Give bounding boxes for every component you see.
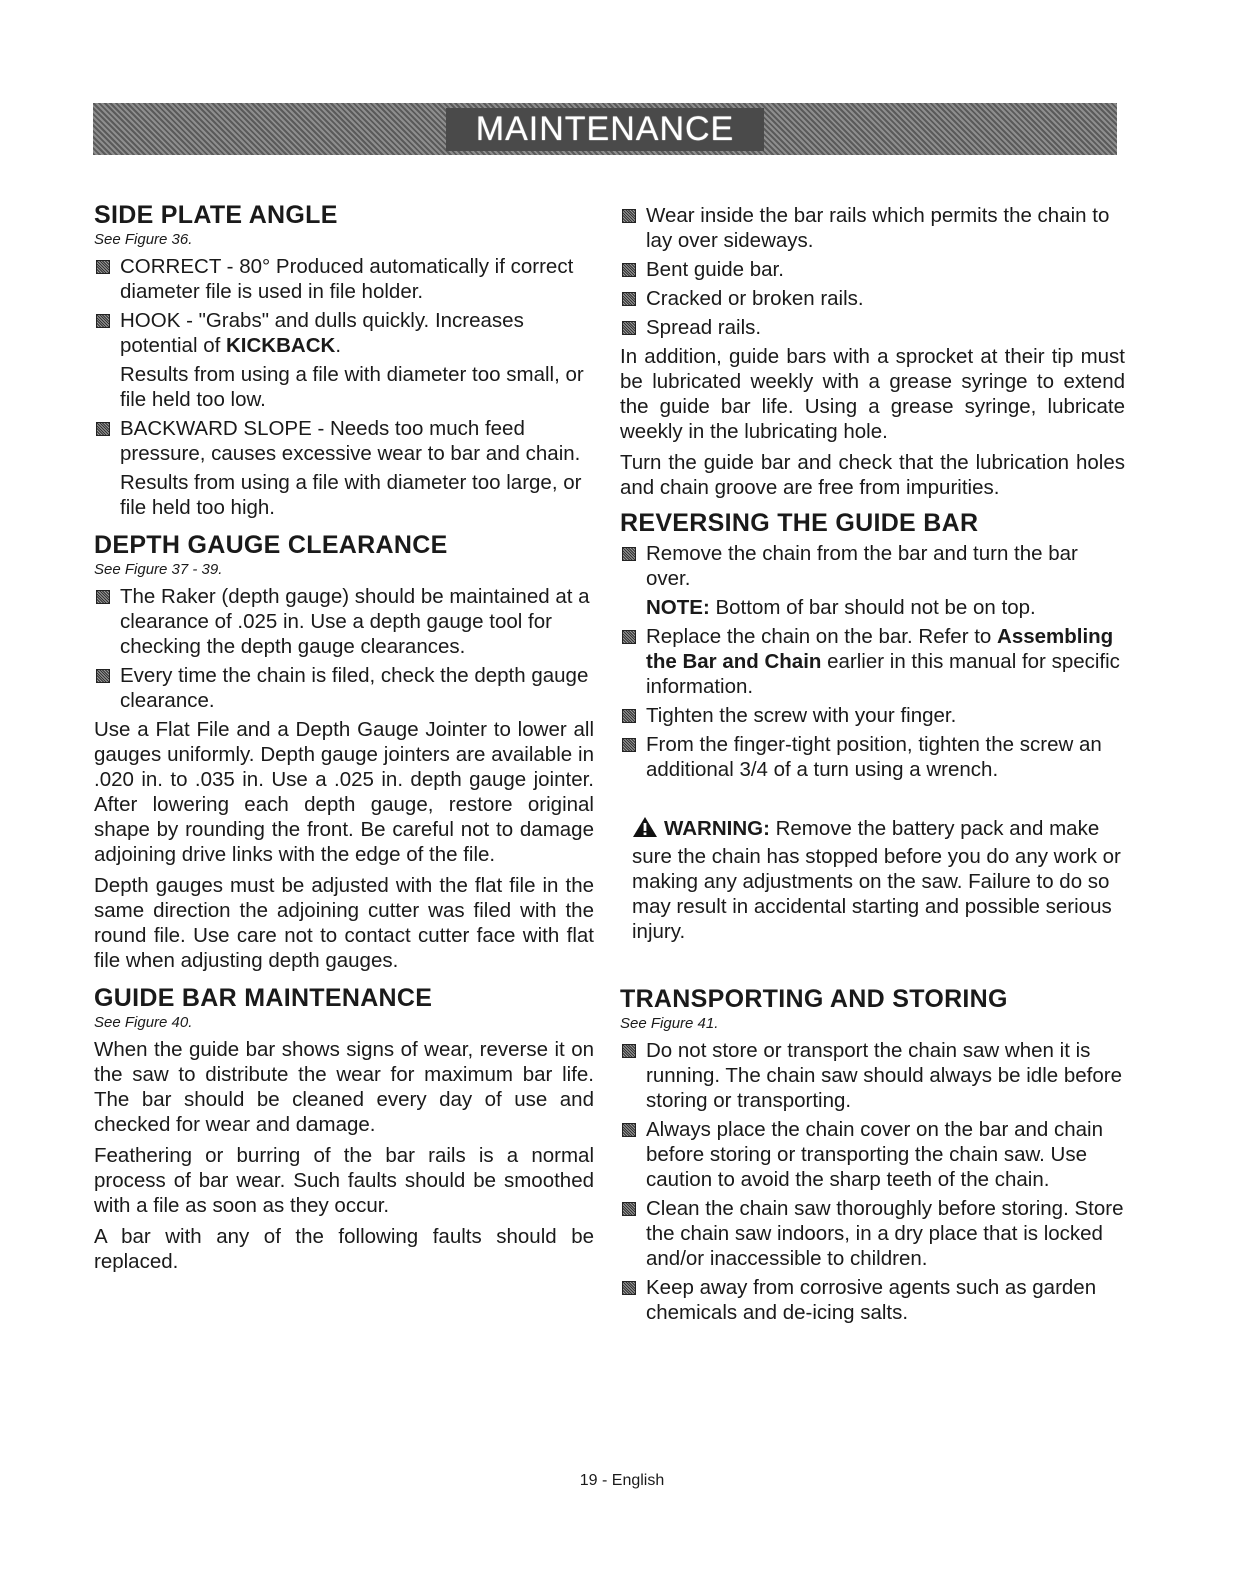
list-item: Bent guide bar.: [620, 257, 1125, 282]
list-item: Remove the chain from the bar and turn the bar over.: [620, 541, 1125, 591]
list-item: [94, 308, 594, 358]
page-number: 19 - English: [579, 1472, 665, 1489]
assembly-reference: Assembling the Bar and Chain: [646, 625, 1114, 673]
warning-text: Remove the battery pack and make sure the chain has stopped before you do any work or making any adjustments on the saw. Failure to do so may result in accidental starting and possible serious injury.: [632, 817, 1121, 943]
list-item: Clean the chain saw thoroughly before storing. Store the chain saw indoors, in a dry place that is locked and/or inaccessible to children.: [620, 1196, 1125, 1271]
depth-gauge-heading: DEPTH GAUGE CLEARANCE: [94, 531, 448, 559]
bullet-text: .: [335, 334, 342, 357]
warning-label: WARNING:: [664, 817, 770, 840]
reversing-heading: REVERSING THE GUIDE BAR: [620, 509, 979, 537]
side-plate-figure-ref: See Figure 36.: [94, 231, 193, 248]
list-item: Every time the chain is filed, check the depth gauge clearance.: [94, 663, 594, 713]
note: [620, 595, 1125, 620]
list-item: CORRECT - 80° Produced automatically if correct diameter file is used in file holder.: [94, 254, 594, 304]
lubrication-paragraph: In addition, guide bars with a sprocket at their tip must be lubricated weekly with a grease syringe to extend the guide bar life. Using a grease syringe, lubricate weekly in the lubricating hole.: [620, 345, 1125, 443]
depth-gauge-figure-ref: See Figure 37 - 39.: [94, 561, 223, 578]
list-item: Keep away from corrosive agents such as garden chemicals and de-icing salts.: [620, 1275, 1125, 1325]
list-item: [620, 624, 1125, 699]
note-label: NOTE:: [646, 596, 710, 619]
bullet-text: HOOK - "Grabs" and dulls quickly. Increases potential of: [120, 309, 524, 357]
guide-bar-figure-ref: See Figure 40.: [94, 1014, 193, 1031]
bullet-text: Replace the chain on the bar. Refer to: [646, 625, 998, 648]
list-item: Tighten the screw with your finger.: [620, 703, 1125, 728]
list-item: The Raker (depth gauge) should be maintained at a clearance of .025 in. Use a depth gauge tool for checking the depth gauge clearances.: [94, 584, 594, 659]
warning-triangle-icon: [632, 816, 658, 844]
list-item: BACKWARD SLOPE - Needs too much feed pressure, causes excessive wear to bar and chain.: [94, 416, 594, 466]
right-column: [620, 200, 1125, 1329]
bullet-text: earlier in this manual for specific information.: [646, 650, 1120, 698]
guide-bar-paragraph: When the guide bar shows signs of wear, reverse it on the saw to distribute the wear for maximum bar life. The bar should be cleaned every day of use and checked for wear and damage.: [94, 1038, 594, 1136]
depth-gauge-paragraph: Use a Flat File and a Depth Gauge Jointer to lower all gauges uniformly. Depth gauge jointers are available in .020 in. to .035 in. Use a .025 in. depth gauge jointer. After lowering each depth gauge, restore original shape by rounding the front. Be careful not to damage adjoining drive links with the edge of the file.: [94, 718, 594, 866]
warning-block: [632, 816, 1125, 944]
list-item: Do not store or transport the chain saw when it is running. The chain saw should always be idle before storing or transporting.: [620, 1038, 1125, 1113]
guide-bar-paragraph: A bar with any of the following faults should be replaced.: [94, 1225, 594, 1273]
guide-bar-heading: GUIDE BAR MAINTENANCE: [94, 984, 433, 1012]
kickback-emphasis: KICKBACK: [226, 334, 336, 357]
inspection-paragraph: Turn the guide bar and check that the lubrication holes and chain groove are free from impurities.: [620, 451, 1125, 499]
depth-gauge-paragraph: Depth gauges must be adjusted with the flat file in the same direction the adjoining cutter was filed with the round file. Use care not to contact cutter face with flat file when adjusting depth gauges.: [94, 874, 594, 972]
header-banner: [93, 103, 1117, 155]
bullet-subtext: Results from using a file with diameter too small, or file held too low.: [120, 363, 584, 411]
list-item: Wear inside the bar rails which permits the chain to lay over sideways.: [620, 203, 1125, 253]
bullet-subtext: Results from using a file with diameter too large, or file held too high.: [120, 471, 582, 519]
page-title: MAINTENANCE: [446, 108, 764, 151]
guide-bar-paragraph: Feathering or burring of the bar rails is a normal process of bar wear. Such faults should be smoothed with a file as soon as they occur.: [94, 1144, 594, 1217]
note-text: Bottom of bar should not be on top.: [709, 596, 1036, 619]
transport-figure-ref: See Figure 41.: [620, 1015, 719, 1032]
transport-heading: TRANSPORTING AND STORING: [620, 985, 1008, 1013]
side-plate-heading: SIDE PLATE ANGLE: [94, 201, 338, 229]
list-item: Cracked or broken rails.: [620, 286, 1125, 311]
list-item: Spread rails.: [620, 315, 1125, 340]
list-item: From the finger-tight position, tighten the screw an additional 3/4 of a turn using a wrench.: [620, 732, 1125, 782]
left-column: [94, 200, 594, 1280]
list-item: Always place the chain cover on the bar and chain before storing or transporting the chain saw. Use caution to avoid the sharp teeth of the chain.: [620, 1117, 1125, 1192]
